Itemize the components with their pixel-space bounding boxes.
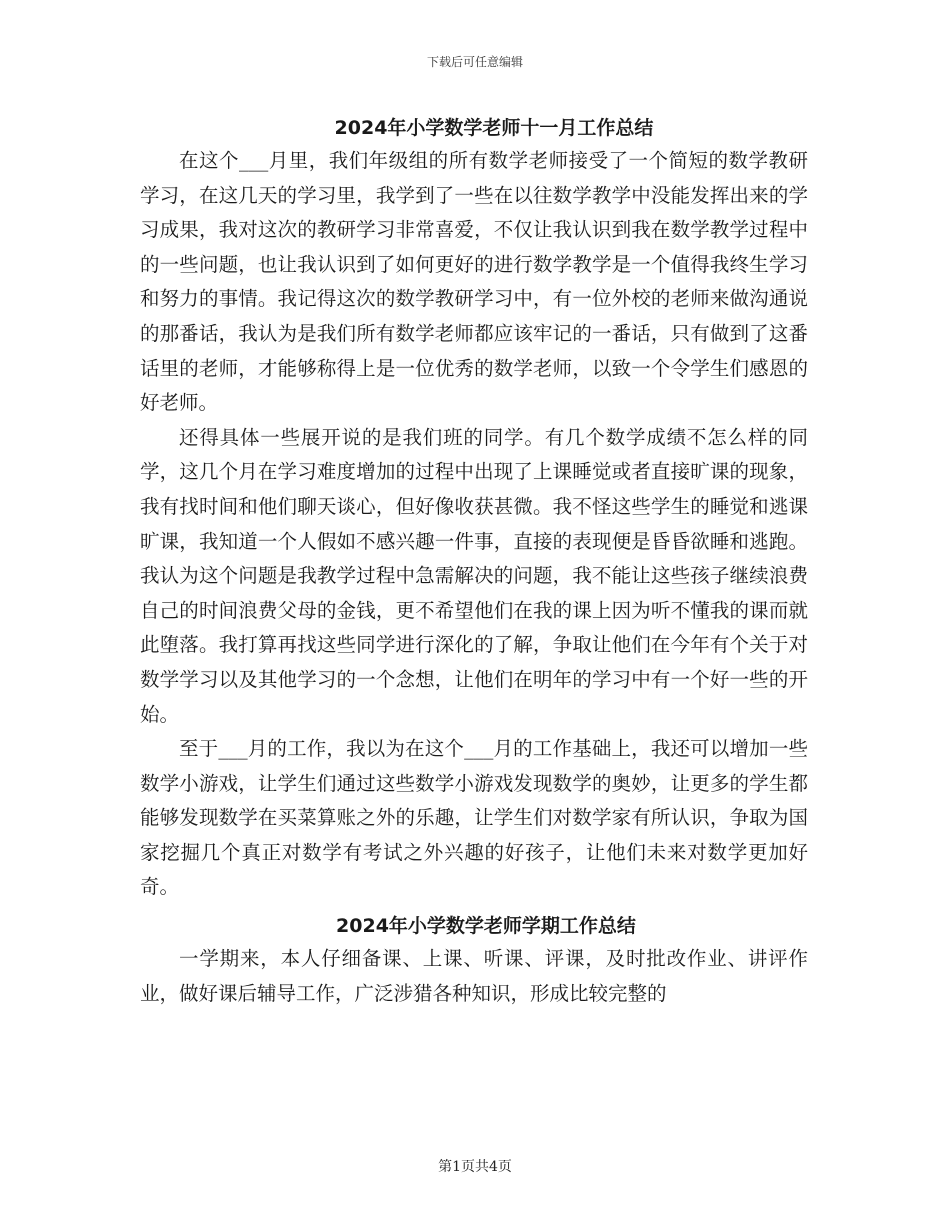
document-title: 2024年小学数学老师十一月工作总结 — [334, 117, 654, 139]
paragraph: 还得具体一些展开说的是我们班的同学。有几个数学成绩不怎么样的同学，这几个月在学习难度增加的过程中出现了上课睡觉或者直接旷课的现象，我有找时间和他们聊天谈心，但好像收获甚微。我不怪这些学生的睡觉和逃课旷课，我知道一个人假如不感兴趣一件事，直接的表现便是昏昏欲睡和逃跑。我认为这个问题是我教学过程中急需解决的问题，我不能让这些孩子继续浪费自己的时间浪费父母的金钱，更不希望他们在我的课上因为听不懂我的课而就此堕落。我打算再找这些同学进行深化的了解，争取让他们在今年有个关于对数学学习以及其他学习的一个念想，让他们在明年的学习中有一个好一些的开始。 — [140, 425, 808, 726]
page-number: 第1页共4页 — [438, 1159, 512, 1175]
section-title: 2024年小学数学老师学期工作总结 — [336, 915, 636, 938]
paragraph: 至于___月的工作，我以为在这个___月的工作基础上，我还可以增加一些数学小游戏，让学生们通过这些数学小游戏发现数学的奥妙，让更多的学生都能够发现数学在买菜算账之外的乐趣，让学生们对数学家有所认识，争取为国家挖掘几个真正对数学有考试之外兴趣的好孩子，让他们未来对数学更加好奇。 — [140, 737, 808, 899]
document-body — [140, 112, 808, 1011]
page-header-note: 下载后可任意编辑 — [426, 55, 523, 69]
paragraph: 在这个___月里，我们年级组的所有数学老师接受了一个简短的数学教研学习，在这几天的学习里，我学到了一些在以往数学教学中没能发挥出来的学习成果，我对这次的教研学习非常喜爱，不仅让我认识到我在数学教学过程中的一些问题，也让我认识到了如何更好的进行数学教学是一个值得我终生学习和努力的事情。我记得这次的数学教研学习中，有一位外校的老师来做沟通说的那番话，我认为是我们所有数学老师都应该牢记的一番话，只有做到了这番话里的老师，才能够称得上是一位优秀的数学老师，以致一个令学生们感恩的好老师。 — [140, 149, 808, 415]
paragraph: 一学期来，本人仔细备课、上课、听课、评课，及时批改作业、讲评作业，做好课后辅导工作，广泛涉猎各种知识，形成比较完整的 — [140, 947, 808, 1005]
